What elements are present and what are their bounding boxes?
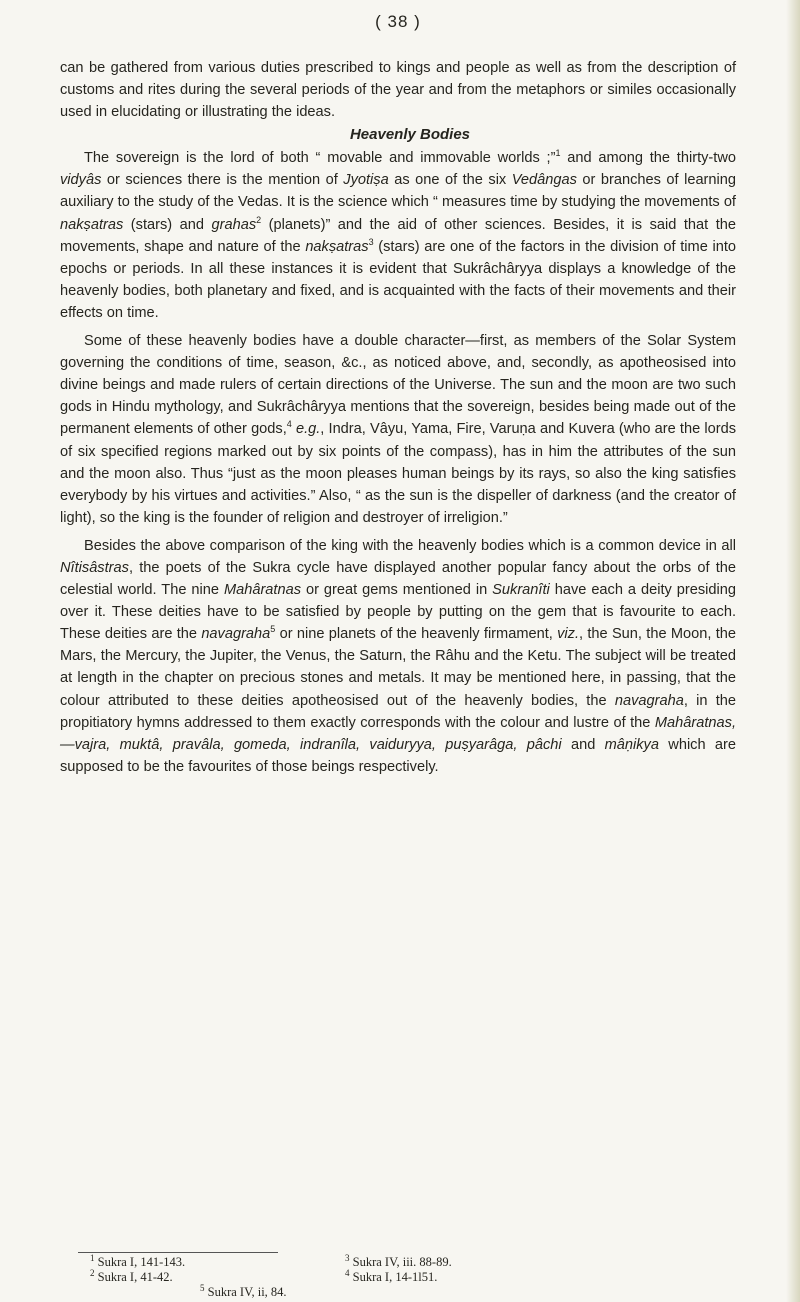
footnote: $^4$ Sukra I, 14-1l51.	[345, 1267, 438, 1284]
page-edge-shadow	[786, 0, 800, 1302]
footnote-ref: 2	[256, 214, 262, 225]
page-number: ( 38 )	[375, 12, 421, 31]
footnote-ref: 4	[286, 419, 292, 430]
paragraph-1: can be gathered from various duties prescribed to kings and people as well as from the description of customs and rites during the several periods of the year and from the metaphors or similes occasionally used in elucidating or illustrating the ideas.	[60, 60, 736, 121]
footnote: $^3$ Sukra IV, iii. 88-89.	[345, 1252, 452, 1269]
footnote-ref: 3	[368, 236, 374, 247]
footnote: $^2$ Sukra I, 41-42.	[90, 1267, 173, 1284]
paragraph-3: Some of these heavenly bodies have a double character—first, as members of the Solar System governing the conditions of time, season, &c., as noticed above, and, secondly, as apotheosised into divine beings and made rulers of certain directions of the Universe. The sun and the moon are two such gods in Hindu mythology, and Sukrâchâryya mentions that the sovereign, besides being made out of the permanent elements of other gods,$^4$ e.g., Indra, Vâyu, Yama, Fire, Varuṇa and Kuvera (who are the lords of six specified regions marked out by six points of the compass), has in him the attributes of the sun and the moon also. Thus “just as the moon pleases human beings by its rays, so also the king satisfies everybody by his virtues and activities.” Also, “ as the sun is the dispeller of darkness (and the creator of light), so the king is the founder of religion and destroyer of irreligion.”	[60, 333, 736, 526]
footnote: $^5$ Sukra IV, ii, 84.	[200, 1282, 287, 1299]
footnote: $^1$ Sukra I, 141-143.	[90, 1252, 186, 1269]
section-heading: Heavenly Bodies	[349, 126, 471, 144]
footnote-ref: 5	[270, 624, 276, 635]
paragraph-4: Besides the above comparison of the king with the heavenly bodies which is a common device in all Nîtisâstras, the poets of the Sukra cycle have displayed another popular fancy about the orbs of the celestial world. The nine Mahâratnas or great gems mentioned in Sukranîti have each a deity presiding over it. These deities have to be satisfied by people by putting on the gem that is favourite to each. These deities are the navagraha$^5$ or nine planets of the heavenly firmament, viz., the Sun, the Moon, the Mars, the Mercury, the Jupiter, the Venus, the Saturn, the Râhu and the Ketu. The subject will be treated at length in the chapter on precious stones and metals. It may be mentioned here, in passing, that the colour attributed to these deities apotheosised out of the heavenly bodies, the navagraha, in the propitiatory hymns addressed to them exactly corresponds with the colour and lustre of the Mahâratnas,—vajra, muktâ, pravâla, gomeda, indranîla, vaiduryya, puṣyarâga, pâchi and mâṇikya which are supposed to be the favourites of those beings respectively.	[60, 537, 737, 775]
footnote-ref: 1	[555, 148, 561, 159]
body-text	[60, 57, 736, 778]
paragraph-2: The sovereign is the lord of both “ movable and immovable worlds ;”$^1$ and among the thirty-two vidyâs or sciences there is the mention of Jyotiṣa as one of the six Vedângas or branches of learning auxiliary to the study of the Vedas. It is the science which “ measures time by studying the movements of nakṣatras (stars) and grahas$^2$ (planets)” and the aid of other sciences. Besides, it is said that the movements, shape and nature of the nakṣatras$^3$ (stars) are one of the factors in the division of time into epochs or periods. In all these instances it is evident that Sukrâchâryya displays a knowledge of the heavenly bodies, both planetary and fixed, and is acquainted with the facts of their movements and their effects on time.	[60, 148, 737, 321]
footnote-divider	[78, 1252, 278, 1253]
